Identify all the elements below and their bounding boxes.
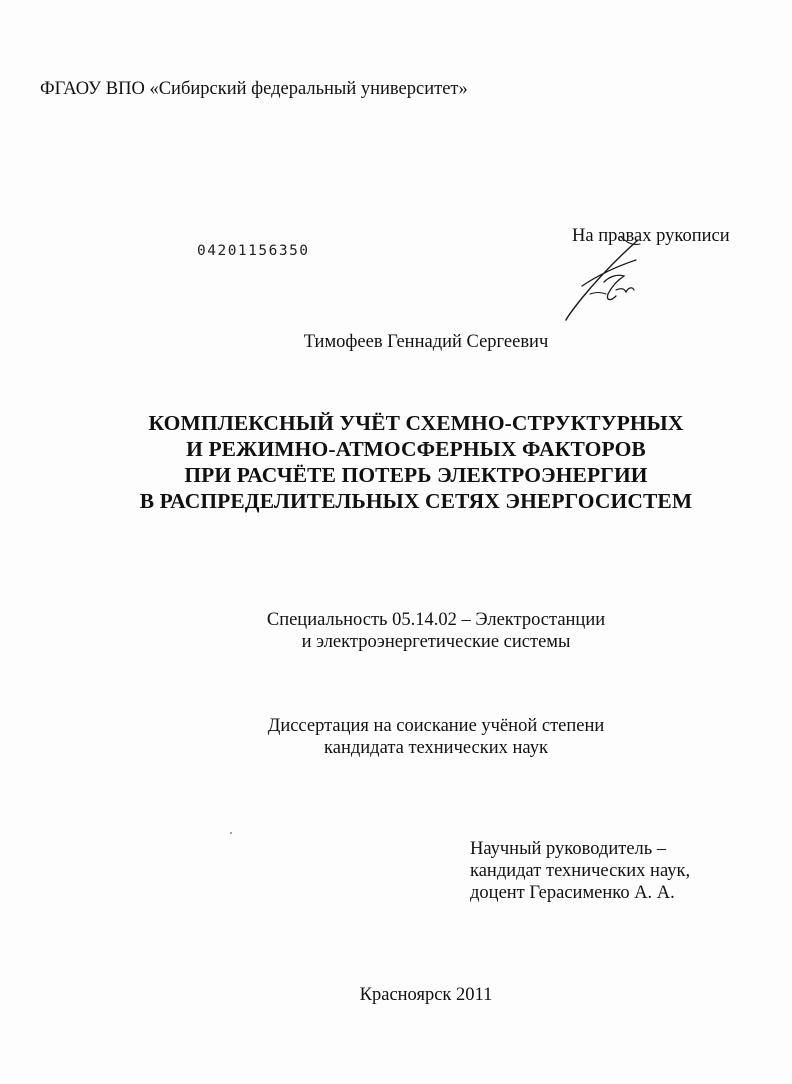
scan-speck: [230, 832, 232, 834]
specialty-line-2: и электроэнергетические системы: [301, 632, 571, 652]
city-year: Красноярск 2011: [359, 985, 493, 1005]
degree-line-2: кандидата технических наук: [324, 738, 548, 758]
title-line-2: И РЕЖИМНО-АТМОСФЕРНЫХ ФАКТОРОВ: [186, 437, 646, 461]
document-number: 04201156350: [197, 243, 310, 259]
handwritten-signature: [560, 236, 660, 326]
dissertation-title: [20, 410, 792, 514]
specialty: [40, 609, 792, 653]
title-line-4: В РАСПРЕДЕЛИТЕЛЬНЫХ СЕТЯХ ЭНЕРГОСИСТЕМ: [139, 489, 693, 513]
supervisor-line-2: кандидат технических наук,: [470, 861, 691, 881]
degree-statement: [40, 715, 792, 759]
supervisor-info: [470, 838, 690, 904]
author-name: Тимофеев Геннадий Сергеевич: [303, 332, 549, 352]
title-line-3: ПРИ РАСЧЁТЕ ПОТЕРЬ ЭЛЕКТРОЭНЕРГИИ: [184, 463, 648, 487]
title-line-1: КОМПЛЕКСНЫЙ УЧЁТ СХЕМНО-СТРУКТУРНЫХ: [148, 411, 684, 435]
specialty-line-1: Специальность 05.14.02 – Электростанции: [266, 610, 606, 630]
manuscript-note: На правах рукописи: [572, 226, 730, 246]
degree-line-1: Диссертация на соискание учёной степени: [267, 716, 605, 736]
supervisor-line-3: доцент Герасименко А. А.: [470, 883, 675, 903]
supervisor-line-1: Научный руководитель –: [470, 839, 667, 859]
university-name: ФГАОУ ВПО «Сибирский федеральный университет»: [40, 79, 468, 99]
